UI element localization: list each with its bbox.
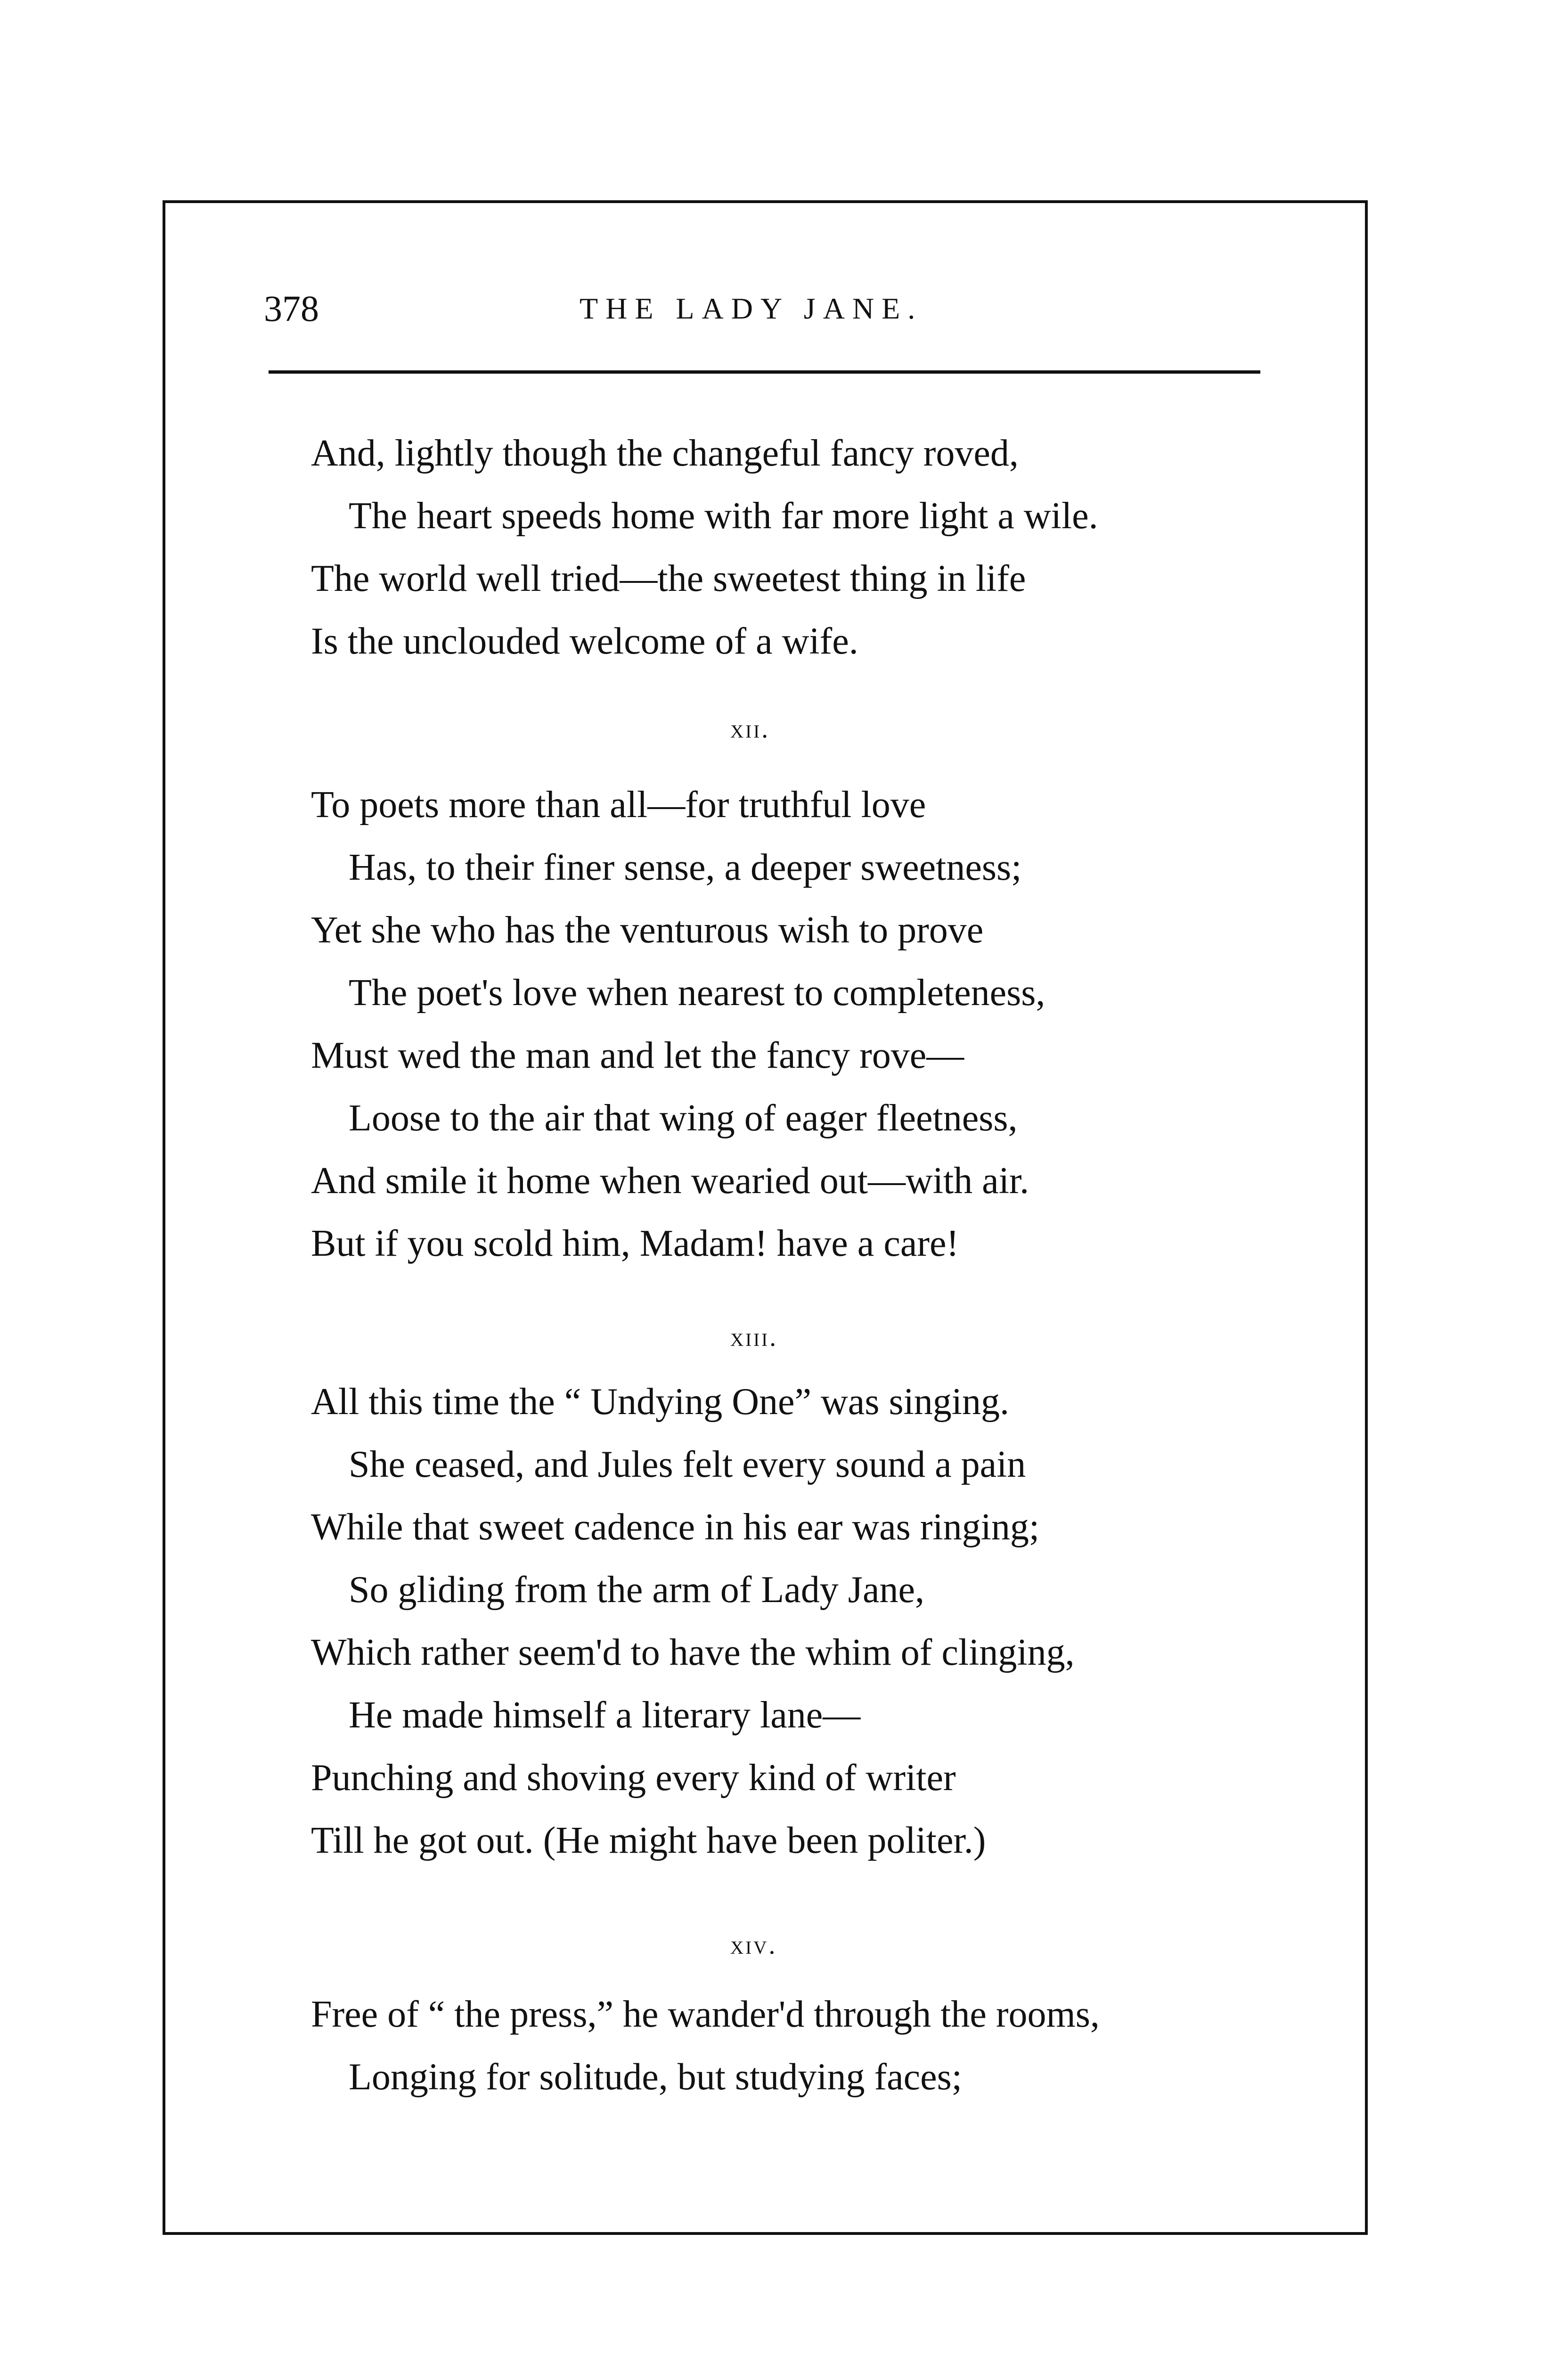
verse-line: The poet's love when nearest to completeness, (349, 972, 1045, 1014)
page-header (264, 287, 1253, 330)
verse-line: Loose to the air that wing of eager fleetness, (349, 1097, 1018, 1139)
verse-line: The world well tried—the sweetest thing in life (311, 558, 1026, 599)
stanza-number: xiv. (730, 1931, 777, 1960)
verse-line: Yet she who has the venturous wish to prove (311, 909, 984, 951)
verse-line: Till he got out. (He might have been politer.) (311, 1820, 986, 1861)
verse-line: Longing for solitude, but studying faces; (349, 2056, 963, 2098)
running-title: THE LADY JANE. (580, 292, 923, 325)
header-rule (269, 370, 1260, 374)
stanza-number: xiii. (730, 1323, 778, 1352)
verse-line: And smile it home when wearied out—with air. (311, 1160, 1029, 1202)
verse-line: Free of “ the press,” he wander'd through the rooms, (311, 1994, 1100, 2035)
page-number: 378 (264, 288, 319, 329)
verse-line: The heart speeds home with far more light a wile. (349, 495, 1098, 537)
verse-line: Punching and shoving every kind of writer (311, 1757, 956, 1799)
verse-line: He made himself a literary lane— (349, 1694, 861, 1736)
verse-line: She ceased, and Jules felt every sound a pain (349, 1444, 1026, 1485)
verse-line: Has, to their finer sense, a deeper sweetness; (349, 847, 1022, 888)
stanza-number: xii. (730, 714, 770, 744)
verse-line: All this time the “ Undying One” was singing. (311, 1381, 1010, 1423)
verse-line: While that sweet cadence in his ear was ringing; (311, 1506, 1040, 1548)
verse-line: So gliding from the arm of Lady Jane, (349, 1569, 924, 1611)
verse-line: Which rather seem'd to have the whim of clinging, (311, 1632, 1075, 1673)
verse-line: But if you scold him, Madam! have a care! (311, 1223, 959, 1264)
verse-line: To poets more than all—for truthful love (311, 784, 926, 826)
verse-line: And, lightly though the changeful fancy roved, (311, 433, 1019, 474)
verse-line: Is the unclouded welcome of a wife. (311, 621, 858, 662)
verse-line: Must wed the man and let the fancy rove— (311, 1035, 964, 1076)
